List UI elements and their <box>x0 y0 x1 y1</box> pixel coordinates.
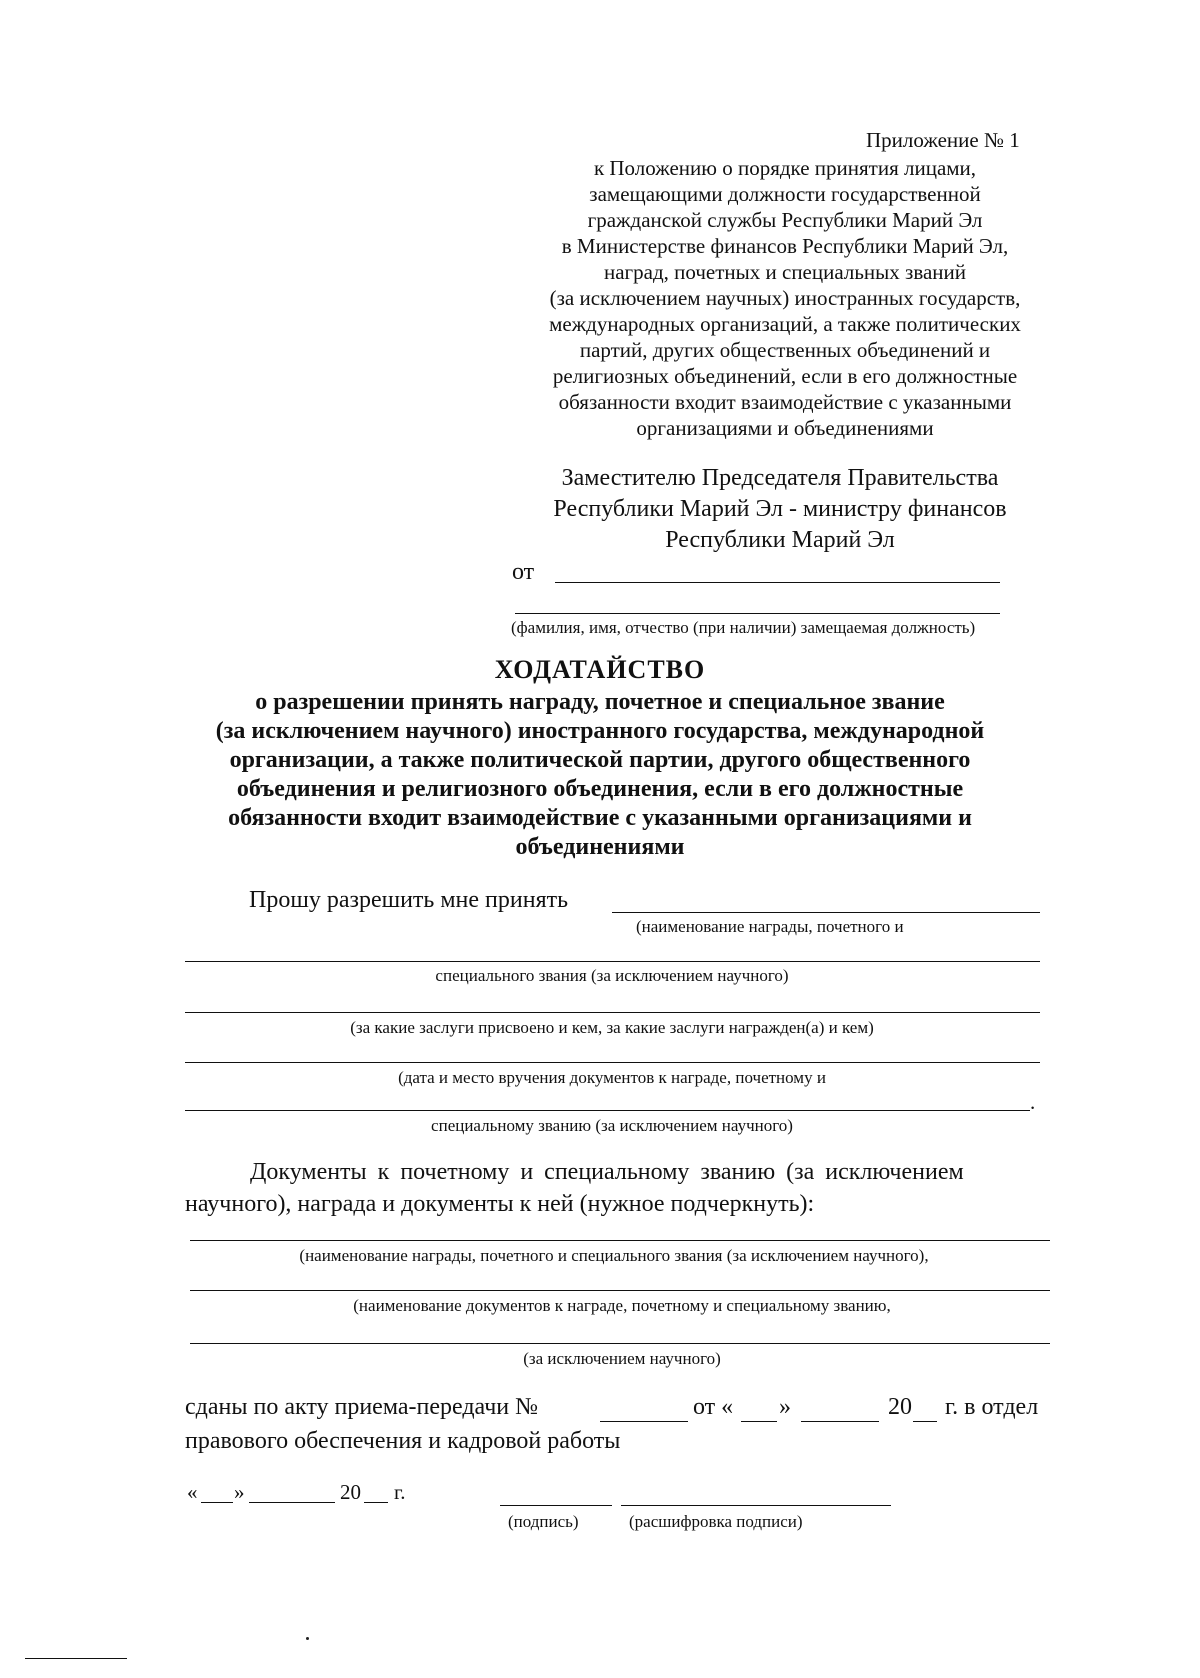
title-line: объединения и религиозного объединения, если в его должностные <box>236 776 964 802</box>
documents-caption: (наименование документов к награде, почетному и специальному званию, <box>353 1296 891 1315</box>
handover-close-quote: » <box>779 1394 791 1420</box>
annex-line: в Министерстве финансов Республики Марий Эл, <box>561 234 1009 258</box>
act-number-field[interactable] <box>600 1421 688 1422</box>
title-line: обязанности входит взаимодействие с указанными организациями и <box>228 805 972 831</box>
title-line: объединениями <box>515 834 685 860</box>
sign-day-field[interactable] <box>201 1502 233 1503</box>
documents-caption: (наименование награды, почетного и специального звания (за исключением научного), <box>299 1246 929 1265</box>
footnote-rule <box>25 1658 127 1659</box>
sign-month-field[interactable] <box>249 1502 335 1503</box>
addressee-line: Заместителю Председателя Правительства <box>561 465 999 491</box>
documents-list-field[interactable] <box>190 1290 1050 1291</box>
annex-number: Приложение № 1 <box>866 128 1020 152</box>
act-month-field[interactable] <box>801 1421 879 1422</box>
scan-dot <box>306 1637 309 1640</box>
handover-line-2: правового обеспечения и кадровой работы <box>185 1428 621 1454</box>
delivery-date-place-field[interactable] <box>185 1062 1040 1063</box>
request-caption: (за какие заслуги присвоено и кем, за какие заслуги награжден(а) и кем) <box>350 1018 874 1037</box>
document-title <box>130 652 1070 862</box>
handover-from: от « <box>693 1394 734 1420</box>
sign-caption: (подпись) <box>508 1512 579 1531</box>
annex-line: международных организаций, а также политических <box>549 312 1021 336</box>
annex-line: организациями и объединениями <box>636 416 934 440</box>
sign-open-quote: « <box>187 1480 198 1504</box>
documents-list-continued-field[interactable] <box>190 1343 1050 1344</box>
delivery-continued-field[interactable] <box>185 1110 1030 1111</box>
sign-year: 20 <box>340 1480 361 1504</box>
request-caption: специальному званию (за исключением научного) <box>431 1116 793 1135</box>
handover-suffix: г. в отдел <box>945 1394 1039 1420</box>
sign-close-quote: » <box>234 1480 245 1504</box>
addressee-line: Республики Марий Эл - министру финансов <box>553 496 1007 522</box>
title-line: организации, а также политической партии, другого общественного <box>229 747 971 773</box>
addressee-line: Республики Марий Эл <box>665 527 895 553</box>
from-label: от <box>512 559 535 585</box>
annex-line: наград, почетных и специальных званий <box>603 260 966 284</box>
from-position-field[interactable] <box>515 613 1000 614</box>
annex-line: партий, других общественных объединений и <box>579 338 991 362</box>
request-caption: (дата и место вручения документов к награде, почетному и <box>398 1068 826 1087</box>
handover-prefix: сданы по акту приема-передачи № <box>185 1394 539 1420</box>
act-year-field[interactable] <box>913 1421 937 1422</box>
documents-caption: (за исключением научного) <box>523 1349 721 1368</box>
title-line: (за исключением научного) иностранного государства, международной <box>215 718 985 744</box>
award-title-field[interactable] <box>185 961 1040 962</box>
title-subtitle <box>130 688 1070 862</box>
title-line: о разрешении принять награду, почетное и специальное звание <box>255 689 945 715</box>
annex-line: гражданской службы Республики Марий Эл <box>587 208 983 232</box>
title-main: ХОДАТАЙСТВО <box>494 655 706 684</box>
annex-line: (за исключением научных) иностранных государств, <box>549 286 1021 310</box>
sign-year-suffix: г. <box>394 1480 406 1504</box>
handover-year: 20 <box>888 1394 912 1420</box>
act-day-field[interactable] <box>741 1421 777 1422</box>
signature-decode-field[interactable] <box>621 1505 891 1506</box>
annex-line: обязанности входит взаимодействие с указанными <box>558 390 1012 414</box>
merits-field[interactable] <box>185 1012 1040 1013</box>
addressee-block <box>500 463 1060 556</box>
documents-line-2: научного), награда и документы к ней (нужное подчеркнуть): <box>185 1191 815 1217</box>
from-name-field[interactable] <box>555 582 1000 583</box>
documents-line-1: Документы к почетному и специальному званию (за исключением <box>250 1159 964 1185</box>
request-lead: Прошу разрешить мне принять <box>249 887 569 913</box>
decode-caption: (расшифровка подписи) <box>629 1512 803 1531</box>
annex-line: замещающими должности государственной <box>589 182 981 206</box>
from-caption: (фамилия, имя, отчество (при наличии) замещаемая должность) <box>511 618 976 637</box>
annex-line: к Положению о порядке принятия лицами, <box>593 156 977 180</box>
annex-line: религиозных объединений, если в его должностные <box>552 364 1018 388</box>
signature-field[interactable] <box>500 1505 612 1506</box>
annex-reference <box>525 155 1045 441</box>
documents-award-field[interactable] <box>190 1240 1050 1241</box>
request-caption: (наименование награды, почетного и <box>636 917 904 936</box>
sign-year-field[interactable] <box>364 1502 388 1503</box>
request-caption: специального звания (за исключением научного) <box>435 966 789 985</box>
award-name-field[interactable] <box>612 912 1040 913</box>
end-mark: . <box>1030 1090 1036 1114</box>
